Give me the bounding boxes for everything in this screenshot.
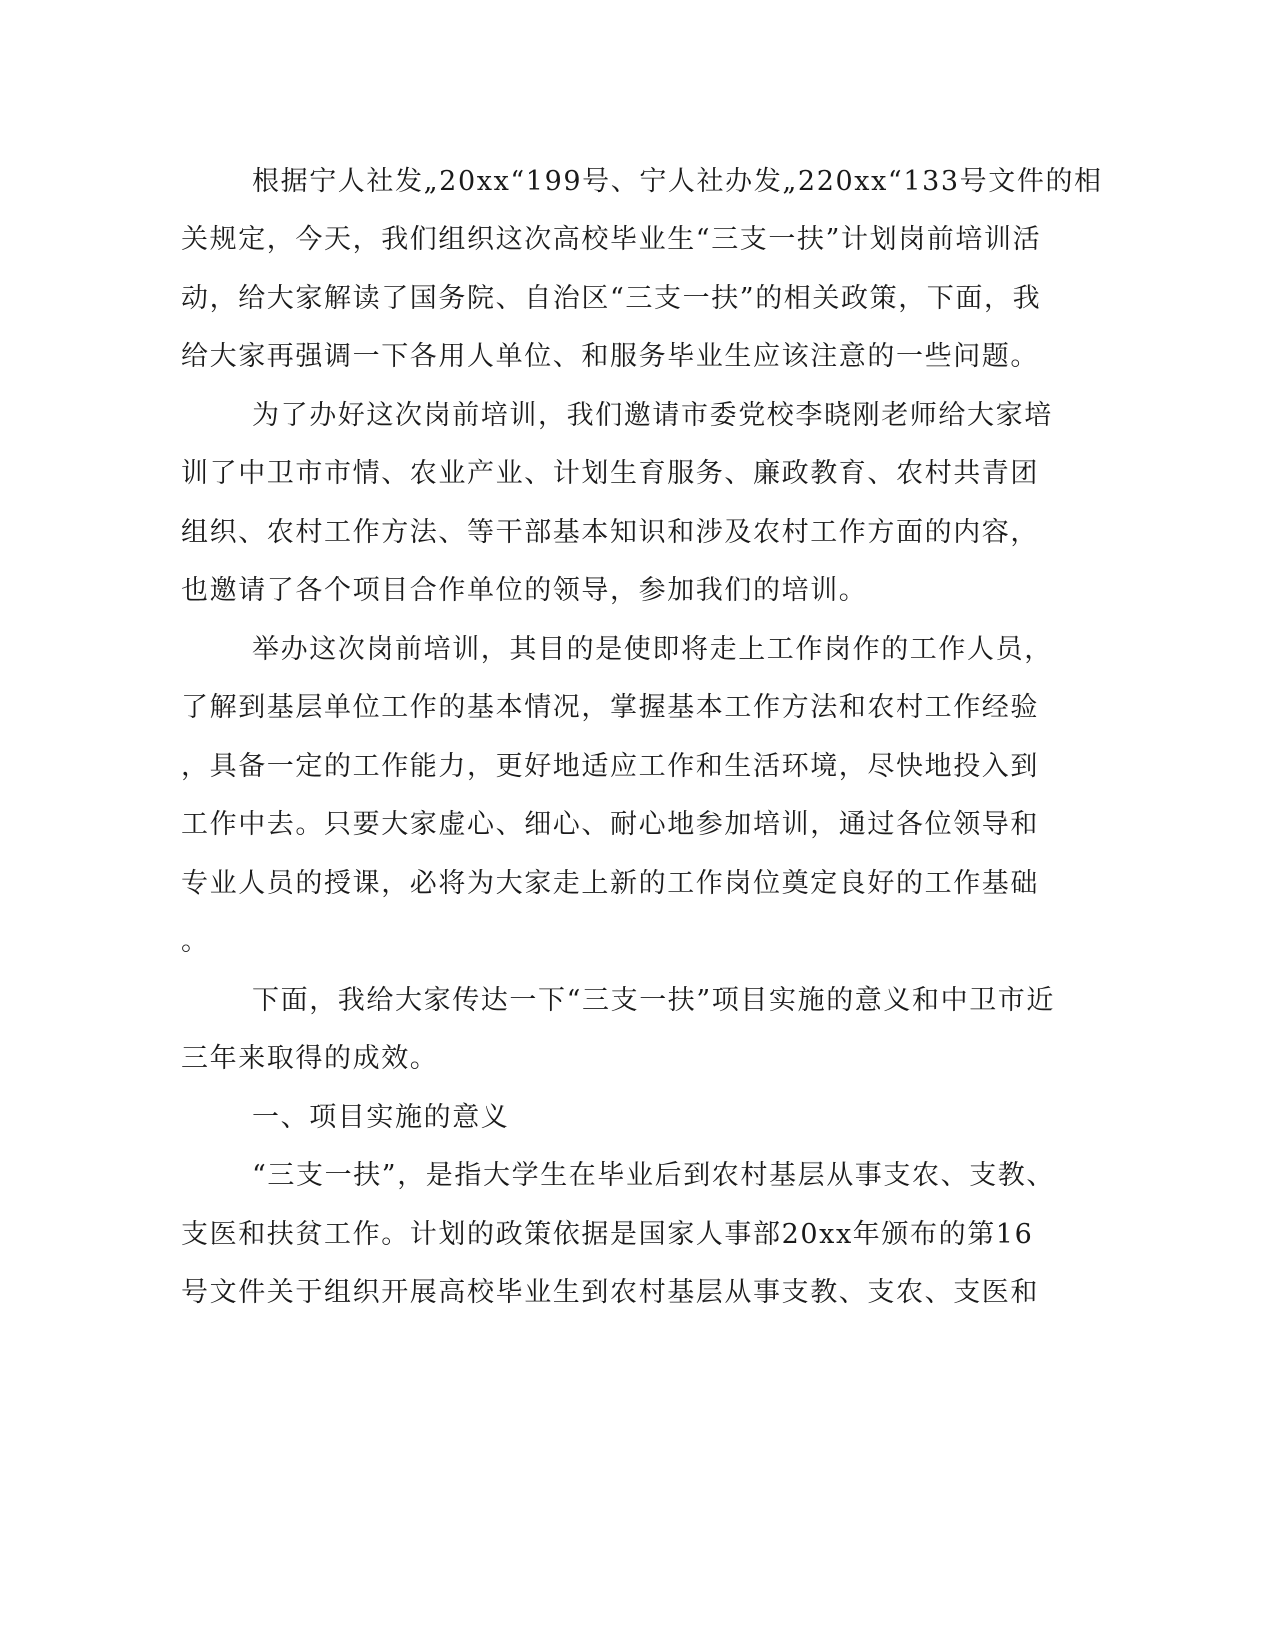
text-line: 关规定，今天，我们组织这次高校毕业生“三支一扶”计划岗前培训活 (181, 224, 1042, 255)
text-line: 下面，我给大家传达一下“三支一扶”项目实施的意义和中卫市近 (252, 985, 1056, 1016)
text-line: 为了办好这次岗前培训，我们邀请市委党校李晓刚老师给大家培 (252, 400, 1053, 431)
section-heading: 一、项目实施的意义 (252, 1102, 510, 1133)
text-line: “三支一扶”，是指大学生在毕业后到农村基层从事支农、支教、 (252, 1160, 1056, 1191)
text-line: 举办这次岗前培训，其目的是使即将走上工作岗作的工作人员， (252, 634, 1053, 665)
text-line: 了解到基层单位工作的基本情况，掌握基本工作方法和农村工作经验 (181, 692, 1039, 723)
text-line: 动，给大家解读了国务院、自治区“三支一扶”的相关政策，下面，我 (181, 283, 1042, 314)
text-line: 。 (181, 926, 210, 957)
text-line: 三年来取得的成效。 (181, 1043, 439, 1074)
text-line: 组织、农村工作方法、等干部基本知识和涉及农村工作方面的内容， (181, 517, 1039, 548)
text-line: 专业人员的授课，必将为大家走上新的工作岗位奠定良好的工作基础 (181, 868, 1039, 899)
text-line: 根据宁人社发„20xx“199号、宁人社办发„220xx“133号文件的相 (252, 166, 1103, 197)
text-line: 也邀请了各个项目合作单位的领导，参加我们的培训。 (181, 575, 868, 606)
text-line: 给大家再强调一下各用人单位、和服务毕业生应该注意的一些问题。 (181, 341, 1039, 372)
text-line: 号文件关于组织开展高校毕业生到农村基层从事支教、支农、支医和 (181, 1277, 1039, 1308)
text-line: ，具备一定的工作能力，更好地适应工作和生活环境，尽快地投入到 (181, 751, 1039, 782)
text-line: 支医和扶贫工作。计划的政策依据是国家人事部20xx年颁布的第16 (181, 1219, 1034, 1250)
text-line: 工作中去。只要大家虚心、细心、耐心地参加培训，通过各位领导和 (181, 809, 1039, 840)
text-line: 训了中卫市市情、农业产业、计划生育服务、廉政教育、农村共青团 (181, 458, 1039, 489)
